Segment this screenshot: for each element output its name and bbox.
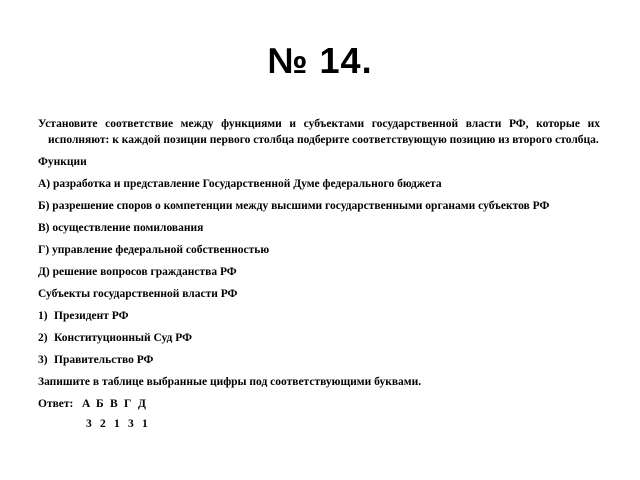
answer-digit: 2 [100,418,106,430]
function-item-b: Б) разрешение споров о компетенции между высшими государственными органами субъектов РФ [38,200,550,212]
answer-letter: Г [124,398,132,410]
function-item-v: В) осуществление помилования [38,222,204,234]
subjects-heading: Субъекты государственной власти РФ [38,288,238,300]
functions-heading: Функции [38,156,87,168]
subject-label: Президент РФ [54,310,129,322]
subject-number: 1) [38,310,48,322]
subject-item-3 [38,352,600,368]
function-item-d: Д) решение вопросов гражданства РФ [38,266,237,278]
answer-digit: 1 [142,418,148,430]
answer-digit: 1 [114,418,120,430]
answer-label: Ответ: [38,398,74,410]
answer-letters-row [38,396,600,412]
answer-digit: 3 [128,418,134,430]
answer-letter: Б [96,398,104,410]
page-title: № 14. [267,40,373,81]
task-body [38,116,600,436]
answer-digits-row [38,416,600,432]
instruction: Запишите в таблице выбранные цифры под соответствующими буквами. [38,376,422,388]
subject-label: Конституционный Суд РФ [54,332,192,344]
subject-label: Правительство РФ [54,354,154,366]
answer-letters [82,396,152,412]
task-statement: Установите соответствие между функциями и субъектами государственной власти РФ, которые их исполняют: к каждой позиции первого столбца подберите соответствующую позицию из второго столбца. [38,118,600,146]
subject-number: 2) [38,332,48,344]
function-item-g: Г) управление федеральной собственностью [38,244,270,256]
answer-letter: Д [138,398,146,410]
function-item-a: А) разработка и представление Государственной Думе федерального бюджета [38,178,442,190]
subject-number: 3) [38,354,48,366]
answer-digit: 3 [86,418,92,430]
subject-item-1 [38,308,600,324]
subject-item-2 [38,330,600,346]
answer-letter: В [110,398,118,410]
answer-letter: А [82,398,91,410]
